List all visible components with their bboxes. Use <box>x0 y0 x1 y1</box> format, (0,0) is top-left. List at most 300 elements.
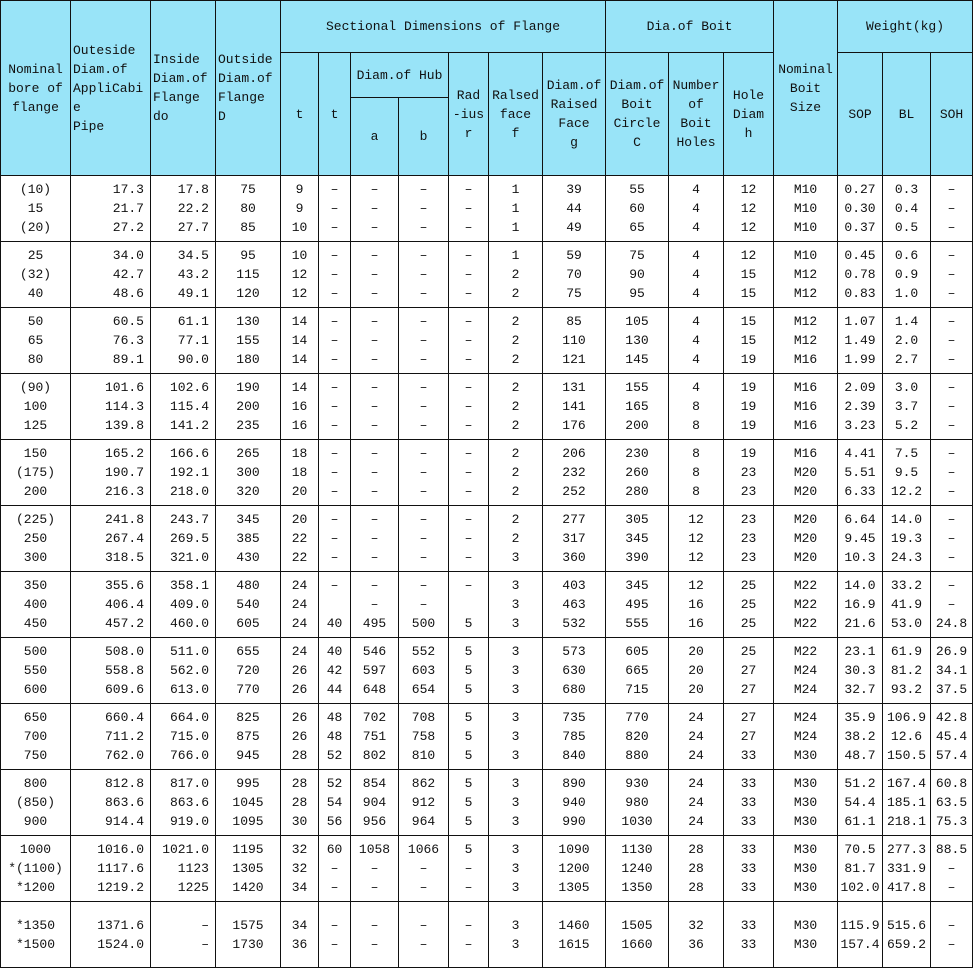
raised-face-diameter-value: 735 <box>562 710 586 725</box>
cell-hub-a <box>351 176 399 242</box>
nominal-bore-value: 150 <box>23 446 48 461</box>
cell-od-pipe <box>71 704 151 770</box>
weight-sop-value: 81.7 <box>844 861 876 876</box>
od-pipe-value: 1524.0 <box>97 936 144 952</box>
t1-value: 34 <box>291 917 308 933</box>
bolt-holes-value: 12 <box>688 512 704 527</box>
hub-a-value: – <box>370 399 379 414</box>
raised-face-value: 3 <box>511 936 520 952</box>
raised-face-value: 2 <box>511 314 520 329</box>
radius-value: – <box>464 512 473 527</box>
radius-value: – <box>464 465 473 480</box>
cell-raised-face <box>489 374 543 440</box>
bolt-size-value: M30 <box>793 748 818 763</box>
cell-nominal-bore <box>1 572 71 638</box>
id-flange-value: 562.0 <box>169 663 209 678</box>
cell-hole-diameter <box>724 308 774 374</box>
weight-soh-value: – <box>947 484 956 499</box>
hub-a-value: – <box>370 286 379 301</box>
cell-hub-b <box>399 770 449 836</box>
raised-face-diameter-value: 317 <box>562 531 586 546</box>
od-flange-value: 1730 <box>232 936 264 952</box>
cell-t2 <box>319 638 351 704</box>
raised-face-diameter-value: 44 <box>566 201 582 216</box>
t1-value: 9 <box>295 201 304 216</box>
cell-od-flange <box>216 902 281 968</box>
bolt-holes-value: 4 <box>692 286 700 301</box>
od-flange-value: 430 <box>236 550 260 565</box>
cell-weight-sop <box>838 572 883 638</box>
id-flange-value: 90.0 <box>177 352 209 367</box>
hub-b-value: 862 <box>411 776 436 791</box>
hub-b-value: – <box>419 201 428 216</box>
raised-face-value: 1 <box>511 248 520 263</box>
raised-face-value: 3 <box>511 550 520 565</box>
cell-bolt-circle <box>606 374 669 440</box>
hole-diameter-value: 23 <box>740 465 757 480</box>
cell-t2 <box>319 506 351 572</box>
od-flange-value: 300 <box>236 465 260 480</box>
t2-value: 54 <box>326 795 343 810</box>
raised-face-value: 3 <box>511 578 520 593</box>
weight-bl-value: 515.6 <box>887 917 927 933</box>
raised-face-diameter-value: 1090 <box>558 842 590 857</box>
nominal-bore-value: 125 <box>23 418 48 433</box>
id-flange-value: 766.0 <box>169 748 209 763</box>
od-pipe-value: 1371.6 <box>97 917 144 933</box>
hub-b-value: 500 <box>411 616 436 631</box>
hub-b-value: 1066 <box>407 842 440 857</box>
id-flange-value: 863.6 <box>169 795 209 810</box>
weight-bl-value: 19.3 <box>890 531 923 546</box>
hub-a-value: – <box>370 936 379 952</box>
cell-weight-bl <box>883 506 931 572</box>
cell-nominal-bore <box>1 836 71 902</box>
id-flange-value: – <box>201 936 209 952</box>
bolt-circle-value: 1130 <box>621 842 653 857</box>
cell-weight-sop <box>838 638 883 704</box>
od-pipe-value: 42.7 <box>112 267 144 282</box>
cell-t1 <box>281 836 319 902</box>
od-pipe-value: 762.0 <box>104 748 144 763</box>
nominal-bore-value: 15 <box>27 201 44 216</box>
cell-weight-soh <box>931 704 973 770</box>
cell-radius <box>449 506 489 572</box>
od-pipe-value: 660.4 <box>104 710 144 725</box>
cell-bolt-size <box>774 638 838 704</box>
cell-bolt-circle <box>606 176 669 242</box>
hub-b-value: – <box>419 936 428 952</box>
bolt-size-value: M16 <box>793 380 818 395</box>
bolt-holes-value: 4 <box>692 220 700 235</box>
cell-hole-diameter <box>724 638 774 704</box>
raised-face-value: 3 <box>511 663 520 678</box>
t1-value: 14 <box>291 380 308 395</box>
t2-value <box>319 595 350 614</box>
hub-a-value: – <box>370 201 379 216</box>
bolt-size-value: M30 <box>793 842 818 857</box>
weight-sop-value: 1.49 <box>844 333 876 348</box>
t1-value: 20 <box>291 484 308 499</box>
weight-sop-value: 70.5 <box>844 842 876 857</box>
cell-hub-b <box>399 704 449 770</box>
cell-weight-soh <box>931 176 973 242</box>
t1-value: 22 <box>291 550 308 565</box>
hub-b-value: – <box>419 484 428 499</box>
raised-face-diameter-value: 141 <box>562 399 586 414</box>
cell-id-flange <box>151 836 216 902</box>
cell-raised-face-diameter <box>543 770 606 836</box>
hub-a-value: – <box>370 597 379 612</box>
od-flange-value: 190 <box>236 380 260 395</box>
id-flange-value: 192.1 <box>169 465 209 480</box>
od-flange-value: 155 <box>236 333 260 348</box>
raised-face-value: 3 <box>511 795 520 810</box>
cell-od-pipe <box>71 308 151 374</box>
cell-bolt-holes <box>669 704 724 770</box>
hole-diameter-value: 33 <box>740 917 757 933</box>
cell-weight-sop <box>838 506 883 572</box>
cell-od-flange <box>216 374 281 440</box>
bolt-holes-value: 4 <box>692 182 700 197</box>
cell-raised-face <box>489 836 543 902</box>
nominal-bore-value: 450 <box>23 616 48 631</box>
cell-nominal-bore <box>1 902 71 968</box>
nominal-bore-value: 550 <box>23 663 48 678</box>
raised-face-value: 2 <box>511 286 520 301</box>
t2-value: – <box>330 465 339 480</box>
t1-value: 24 <box>291 597 308 612</box>
radius-value: – <box>464 267 473 282</box>
weight-soh-value: – <box>947 399 956 414</box>
bolt-size-value: M20 <box>793 531 818 546</box>
id-flange-value: 43.2 <box>177 267 209 282</box>
cell-weight-bl <box>883 374 931 440</box>
hole-diameter-value: 12 <box>740 182 757 197</box>
t1-value: 28 <box>291 776 308 791</box>
cell-raised-face-diameter <box>543 902 606 968</box>
weight-soh-value: – <box>947 182 956 197</box>
nominal-bore-value: 80 <box>27 352 44 367</box>
cell-od-pipe <box>71 440 151 506</box>
cell-weight-soh <box>931 440 973 506</box>
od-flange-value: 115 <box>236 267 260 282</box>
t2-value: – <box>330 333 339 348</box>
bolt-holes-value: 20 <box>688 663 704 678</box>
weight-sop-value: 1.99 <box>844 352 876 367</box>
bolt-size-value: M12 <box>793 314 818 329</box>
weight-soh-value: – <box>947 512 956 527</box>
header-od-pipe: Outeside Diam.of AppliCabi e Pipe <box>71 1 151 176</box>
nominal-bore-value: (850) <box>15 795 55 810</box>
weight-sop-value: 35.9 <box>844 710 876 725</box>
weight-sop-value: 61.1 <box>844 814 876 829</box>
od-pipe-value: 76.3 <box>112 333 144 348</box>
bolt-size-value: M16 <box>793 399 818 414</box>
nominal-bore-value: 250 <box>23 531 48 546</box>
t1-value: 24 <box>291 616 308 631</box>
raised-face-value: 2 <box>511 333 520 348</box>
hub-b-value: – <box>419 578 428 593</box>
cell-hub-a <box>351 506 399 572</box>
raised-face-diameter-value: 49 <box>566 220 582 235</box>
cell-raised-face <box>489 902 543 968</box>
weight-sop-value: 115.9 <box>840 917 880 933</box>
id-flange-value: 218.0 <box>169 484 209 499</box>
radius-value: – <box>464 352 473 367</box>
hub-a-value: – <box>370 352 379 367</box>
od-flange-value: 95 <box>240 248 256 263</box>
id-flange-value: 613.0 <box>169 682 209 697</box>
cell-raised-face <box>489 242 543 308</box>
hole-diameter-value: 23 <box>740 484 757 499</box>
hole-diameter-value: 15 <box>740 314 757 329</box>
bolt-size-value: M10 <box>793 220 818 235</box>
bolt-circle-value: 130 <box>625 333 649 348</box>
hub-a-value: 1058 <box>358 842 391 857</box>
header-nominal-bore: Nominal bore of flange <box>1 1 71 176</box>
weight-soh-value: 88.5 <box>935 842 968 857</box>
id-flange-value: 1021.0 <box>162 842 209 857</box>
bolt-size-value: M30 <box>793 861 818 876</box>
cell-hub-a <box>351 440 399 506</box>
cell-bolt-size <box>774 176 838 242</box>
cell-hole-diameter <box>724 572 774 638</box>
bolt-size-value: M24 <box>793 682 818 697</box>
hub-b-value: – <box>419 861 428 876</box>
cell-t2 <box>319 374 351 440</box>
header-bolt-circle: Diam.of Boit Circle C <box>606 53 669 176</box>
cell-hub-a <box>351 836 399 902</box>
od-pipe-value: 1117.6 <box>97 861 144 876</box>
raised-face-diameter-value: 85 <box>566 314 582 329</box>
hub-a-value: 751 <box>362 729 387 744</box>
header-sectional-dimensions: Sectional Dimensions of Flange <box>281 1 606 53</box>
raised-face-diameter-value: 630 <box>562 663 586 678</box>
cell-hub-b <box>399 374 449 440</box>
od-flange-value: 345 <box>236 512 260 527</box>
bolt-holes-value: 20 <box>688 644 704 659</box>
weight-bl-value: 0.9 <box>894 267 919 282</box>
bolt-size-value: M20 <box>793 484 818 499</box>
radius-value: 5 <box>464 776 473 791</box>
weight-soh-value: 42.8 <box>935 710 968 725</box>
raised-face-diameter-value: 1615 <box>558 936 590 952</box>
hub-b-value: – <box>419 352 428 367</box>
nominal-bore-value: 40 <box>27 286 44 301</box>
cell-radius <box>449 176 489 242</box>
bolt-size-value: M30 <box>793 880 818 895</box>
cell-bolt-circle <box>606 572 669 638</box>
od-pipe-value: 318.5 <box>104 550 144 565</box>
weight-sop-value: 21.6 <box>844 616 876 631</box>
raised-face-value: 2 <box>511 399 520 414</box>
weight-sop-value: 102.0 <box>840 880 880 895</box>
hole-diameter-value: 15 <box>740 267 757 282</box>
header-hub-a: a <box>351 98 399 176</box>
raised-face-diameter-value: 206 <box>562 446 586 461</box>
raised-face-diameter-value: 70 <box>566 267 582 282</box>
weight-sop-value: 0.45 <box>844 248 876 263</box>
hub-a-value: – <box>370 484 379 499</box>
od-flange-value: 385 <box>236 531 260 546</box>
hub-a-value: 904 <box>362 795 387 810</box>
bolt-holes-value: 12 <box>688 578 704 593</box>
hub-b-value: – <box>419 182 428 197</box>
bolt-holes-value: 16 <box>688 597 704 612</box>
cell-hub-a <box>351 572 399 638</box>
raised-face-value: 2 <box>511 512 520 527</box>
hub-b-value: – <box>419 597 428 612</box>
weight-soh-value: – <box>947 917 956 933</box>
t1-value: 22 <box>291 531 308 546</box>
nominal-bore-value: 400 <box>23 597 48 612</box>
bolt-size-value: M30 <box>793 795 818 810</box>
hub-b-value: – <box>419 248 428 263</box>
bolt-circle-value: 90 <box>629 267 645 282</box>
cell-od-pipe <box>71 374 151 440</box>
cell-nominal-bore <box>1 506 71 572</box>
bolt-circle-value: 715 <box>625 682 649 697</box>
nominal-bore-value: 800 <box>23 776 48 791</box>
od-pipe-value: 27.2 <box>112 220 144 235</box>
cell-bolt-holes <box>669 242 724 308</box>
weight-bl-value: 331.9 <box>887 861 927 876</box>
bolt-holes-value: 36 <box>688 936 704 952</box>
t1-value: 30 <box>291 814 308 829</box>
weight-bl-value: 24.3 <box>890 550 923 565</box>
weight-bl-value: 277.3 <box>887 842 927 857</box>
cell-hub-a <box>351 242 399 308</box>
bolt-size-value: M10 <box>793 201 818 216</box>
header-id-flange: Inside Diam.of Flange do <box>151 1 216 176</box>
cell-radius <box>449 242 489 308</box>
weight-soh-value: 24.8 <box>935 616 968 631</box>
raised-face-diameter-value: 360 <box>562 550 586 565</box>
cell-od-flange <box>216 176 281 242</box>
cell-nominal-bore <box>1 704 71 770</box>
cell-hub-b <box>399 308 449 374</box>
bolt-size-value: M20 <box>793 465 818 480</box>
weight-bl-value: 106.9 <box>887 710 927 725</box>
cell-raised-face-diameter <box>543 836 606 902</box>
cell-bolt-circle <box>606 506 669 572</box>
bolt-circle-value: 1350 <box>621 880 653 895</box>
hub-a-value: – <box>370 380 379 395</box>
od-pipe-value: 914.4 <box>104 814 144 829</box>
bolt-size-value: M24 <box>793 710 818 725</box>
t2-value: – <box>330 314 339 329</box>
cell-weight-bl <box>883 902 931 968</box>
hole-diameter-value: 19 <box>740 380 757 395</box>
hole-diameter-value: 23 <box>740 531 757 546</box>
cell-od-pipe <box>71 572 151 638</box>
od-flange-value: 825 <box>236 710 260 725</box>
od-flange-value: 655 <box>236 644 260 659</box>
od-pipe-value: 101.6 <box>104 380 144 395</box>
header-bolt-holes: Number of Boit Holes <box>669 53 724 176</box>
t2-value: 52 <box>326 748 343 763</box>
weight-sop-value: 0.30 <box>844 201 876 216</box>
t2-value: – <box>330 917 339 933</box>
bolt-size-value: M16 <box>793 352 818 367</box>
table-row-group <box>1 242 973 308</box>
raised-face-diameter-value: 131 <box>562 380 586 395</box>
nominal-bore-value: 700 <box>23 729 48 744</box>
hole-diameter-value: 15 <box>740 286 757 301</box>
hole-diameter-value: 19 <box>740 399 757 414</box>
cell-bolt-circle <box>606 308 669 374</box>
raised-face-value: 3 <box>511 880 520 895</box>
t2-value: – <box>330 220 339 235</box>
cell-nominal-bore <box>1 770 71 836</box>
cell-id-flange <box>151 572 216 638</box>
raised-face-value: 1 <box>511 201 520 216</box>
t2-value: 42 <box>326 663 343 678</box>
cell-hub-a <box>351 902 399 968</box>
cell-weight-soh <box>931 308 973 374</box>
radius-value: – <box>464 917 473 933</box>
weight-soh-value: – <box>947 352 956 367</box>
table-row-group <box>1 902 973 968</box>
nominal-bore-value: (10) <box>19 182 52 197</box>
hub-a-value: 702 <box>362 710 387 725</box>
hub-b-value: – <box>419 465 428 480</box>
weight-soh-value: – <box>947 861 956 876</box>
cell-hub-b <box>399 572 449 638</box>
cell-weight-bl <box>883 176 931 242</box>
hole-diameter-value: 27 <box>740 729 757 744</box>
raised-face-value: 3 <box>511 710 520 725</box>
cell-hub-a <box>351 374 399 440</box>
raised-face-diameter-value: 680 <box>562 682 586 697</box>
weight-sop-value: 4.41 <box>844 446 876 461</box>
cell-t2 <box>319 308 351 374</box>
hole-diameter-value: 23 <box>740 512 757 527</box>
nominal-bore-value: (32) <box>19 267 52 282</box>
raised-face-diameter-value: 1460 <box>558 917 590 933</box>
raised-face-diameter-value: 940 <box>562 795 586 810</box>
weight-soh-value: – <box>947 597 956 612</box>
cell-bolt-circle <box>606 770 669 836</box>
id-flange-value: 269.5 <box>169 531 209 546</box>
od-pipe-value: 21.7 <box>112 201 144 216</box>
t1-value: 9 <box>295 182 304 197</box>
cell-raised-face-diameter <box>543 572 606 638</box>
bolt-circle-value: 605 <box>625 644 649 659</box>
cell-id-flange <box>151 242 216 308</box>
cell-od-flange <box>216 770 281 836</box>
hub-b-value: 964 <box>411 814 436 829</box>
hub-a-value: – <box>370 531 379 546</box>
weight-sop-value: 9.45 <box>844 531 876 546</box>
nominal-bore-value: *(1100) <box>8 861 63 876</box>
bolt-circle-value: 820 <box>625 729 649 744</box>
cell-bolt-size <box>774 440 838 506</box>
hub-b-value: – <box>419 418 428 433</box>
weight-sop-value: 48.7 <box>844 748 876 763</box>
cell-hole-diameter <box>724 374 774 440</box>
hole-diameter-value: 25 <box>740 578 757 593</box>
radius-value: 5 <box>464 616 473 631</box>
od-pipe-value: 609.6 <box>104 682 144 697</box>
cell-od-pipe <box>71 770 151 836</box>
bolt-circle-value: 665 <box>625 663 649 678</box>
header-od-flange: Outside Diam.of Flange D <box>216 1 281 176</box>
cell-t1 <box>281 374 319 440</box>
t2-value: 44 <box>326 682 343 697</box>
t2-value: – <box>330 267 339 282</box>
